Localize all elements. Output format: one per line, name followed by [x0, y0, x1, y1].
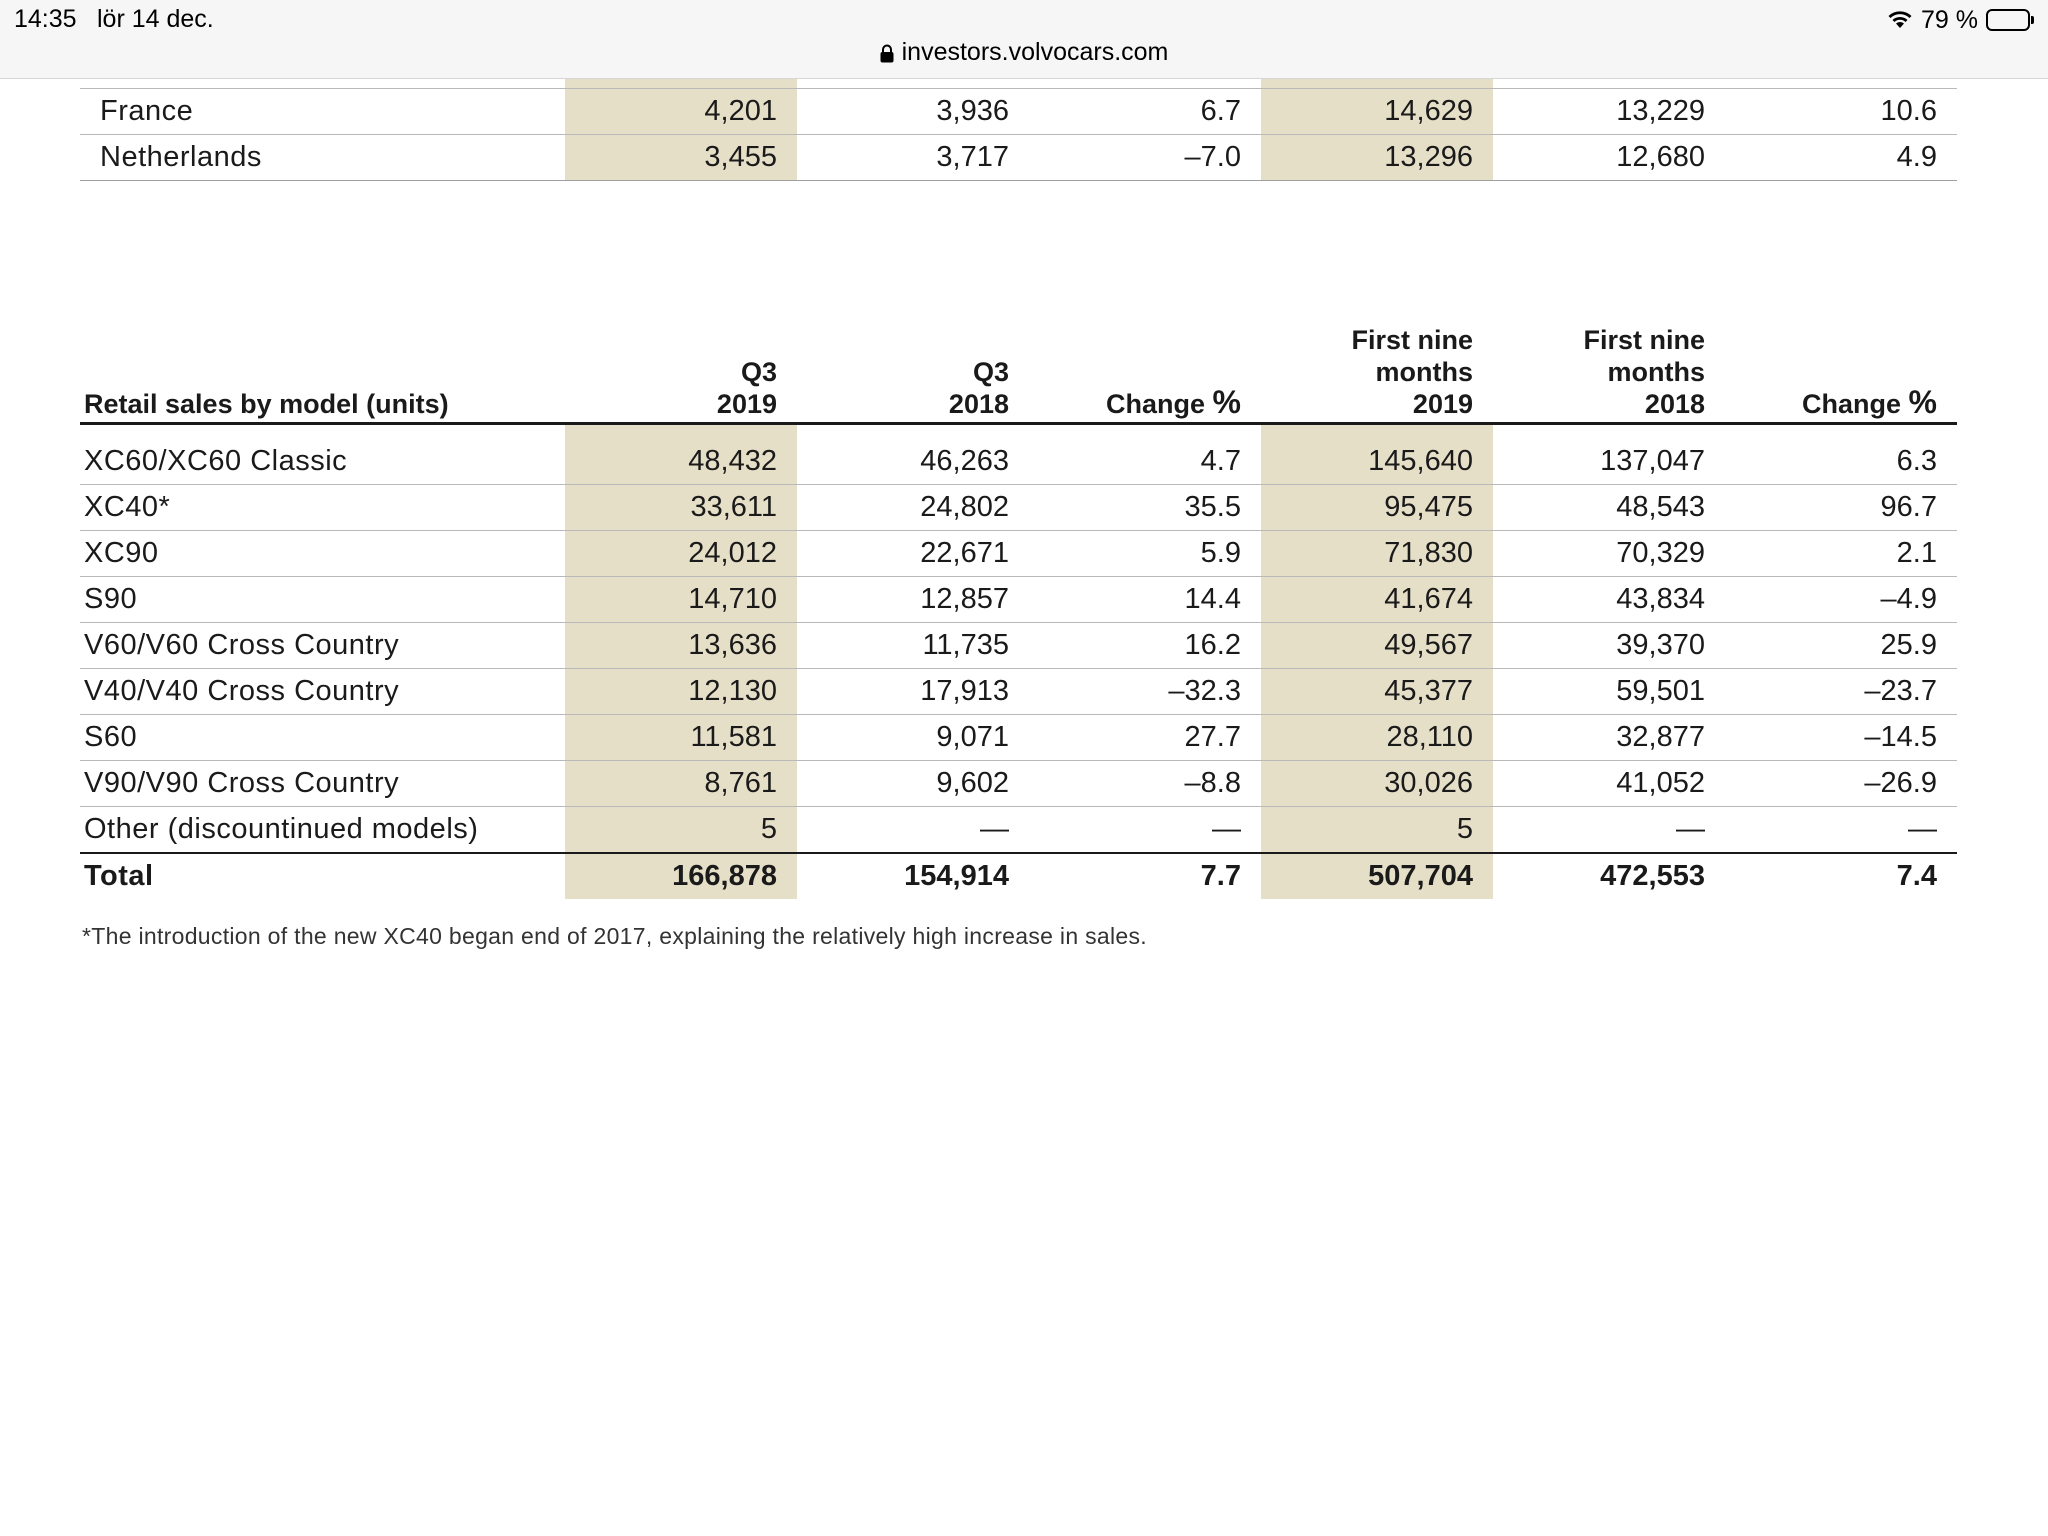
cell-nine-change: 10.6 — [1725, 89, 1957, 135]
table-row — [80, 531, 1957, 577]
cell-nine-change: 96.7 — [1725, 485, 1957, 531]
model-label: Other (discountinued models) — [80, 807, 565, 854]
cell-nine-2019: 14,629 — [1261, 89, 1493, 135]
table-row — [80, 761, 1957, 807]
model-label: XC60/XC60 Classic — [80, 439, 565, 485]
cell-change: 6.7 — [1029, 89, 1261, 135]
model-label: Total — [80, 853, 565, 899]
model-label: S60 — [80, 715, 565, 761]
status-date: lör 14 dec. — [97, 5, 214, 33]
market-sales-table — [80, 79, 1957, 181]
header-q3-2019-line1: Q3 — [740, 356, 777, 387]
cell-q3-2019: 8,761 — [565, 761, 797, 807]
wifi-icon — [1887, 10, 1913, 30]
header-model: Retail sales by model (units) — [80, 310, 565, 423]
cell-nine-2019: 5 — [1261, 807, 1493, 854]
cell-change: –32.3 — [1029, 669, 1261, 715]
table-row — [80, 577, 1957, 623]
model-label: S90 — [80, 577, 565, 623]
model-label: V90/V90 Cross Country — [80, 761, 565, 807]
cell-nine-2018: 59,501 — [1493, 669, 1725, 715]
cell-nine-2018: 472,553 — [1493, 853, 1725, 899]
market-label: Netherlands — [80, 135, 565, 181]
spacer-row — [80, 423, 1957, 439]
cell-q3-2018: 24,802 — [797, 485, 1029, 531]
table-row — [80, 485, 1957, 531]
header-nine-change-percent: % — [1908, 383, 1937, 420]
model-rows — [80, 439, 1957, 899]
page-content — [0, 79, 2048, 1536]
cell-nine-2018: 12,680 — [1493, 135, 1725, 181]
cell-q3-2018: 3,717 — [797, 135, 1029, 181]
cell-nine-2019: 41,674 — [1261, 577, 1493, 623]
cell-change: 27.7 — [1029, 715, 1261, 761]
header-change-text: Change — [1106, 388, 1206, 419]
model-label: XC90 — [80, 531, 565, 577]
cell-q3-2018: 9,602 — [797, 761, 1029, 807]
header-nine-2018-line1: First nine — [1583, 324, 1705, 355]
header-q3-2018-line1: Q3 — [972, 356, 1009, 387]
table-row — [80, 715, 1957, 761]
cell-nine-2018: 48,543 — [1493, 485, 1725, 531]
cell-change: — — [1029, 807, 1261, 854]
cell-q3-2018: 9,071 — [797, 715, 1029, 761]
cell-q3-2018: 22,671 — [797, 531, 1029, 577]
cell-q3-2019: 4,201 — [565, 89, 797, 135]
cell-nine-2019: 30,026 — [1261, 761, 1493, 807]
header-nine-2019-line3: 2019 — [1412, 388, 1473, 419]
header-q3-2018-line2: 2018 — [948, 388, 1009, 419]
cell-nine-2018: 41,052 — [1493, 761, 1725, 807]
header-q3-2019-line2: 2019 — [716, 388, 777, 419]
cell-change: 4.7 — [1029, 439, 1261, 485]
cell-q3-2019: 3,455 — [565, 135, 797, 181]
header-change — [1029, 310, 1261, 423]
cell-q3-2018: 11,735 — [797, 623, 1029, 669]
battery-icon — [1986, 9, 2034, 31]
cell-nine-change: –14.5 — [1725, 715, 1957, 761]
status-time: 14:35 — [14, 5, 77, 33]
retail-sales-by-model-table — [80, 310, 1957, 899]
cell-nine-change: –23.7 — [1725, 669, 1957, 715]
cell-nine-2018: 32,877 — [1493, 715, 1725, 761]
cell-q3-2018: 12,857 — [797, 577, 1029, 623]
cell-change: 35.5 — [1029, 485, 1261, 531]
header-q3-2019 — [565, 310, 797, 423]
model-label: V60/V60 Cross Country — [80, 623, 565, 669]
cell-nine-2019: 507,704 — [1261, 853, 1493, 899]
table-row — [80, 669, 1957, 715]
market-label: France — [80, 89, 565, 135]
cell-nine-2018: 13,229 — [1493, 89, 1725, 135]
status-indicators — [1887, 5, 2034, 35]
cell-q3-2019: 13,636 — [565, 623, 797, 669]
cell-nine-change: 7.4 — [1725, 853, 1957, 899]
table-row — [80, 807, 1957, 854]
cell-nine-change: –4.9 — [1725, 577, 1957, 623]
model-label: XC40* — [80, 485, 565, 531]
cell-nine-change: — — [1725, 807, 1957, 854]
cell-q3-2018: 17,913 — [797, 669, 1029, 715]
model-label: V40/V40 Cross Country — [80, 669, 565, 715]
header-nine-2018-line3: 2018 — [1644, 388, 1705, 419]
cell-nine-2018: 43,834 — [1493, 577, 1725, 623]
table-row — [80, 89, 1957, 135]
cell-q3-2019: 24,012 — [565, 531, 797, 577]
cell-nine-2019: 95,475 — [1261, 485, 1493, 531]
footnote: *The introduction of the new XC40 began end of 2017, explaining the relatively high increase in sales. — [82, 923, 1147, 949]
table-row — [80, 439, 1957, 485]
header-nine-2018-line2: months — [1607, 356, 1705, 387]
cell-nine-change: –26.9 — [1725, 761, 1957, 807]
cell-change: 16.2 — [1029, 623, 1261, 669]
cell-change: 7.7 — [1029, 853, 1261, 899]
browser-status-bar — [0, 0, 2048, 79]
total-row — [80, 853, 1957, 899]
header-nine-change-text: Change — [1802, 388, 1902, 419]
cell-nine-2019: 49,567 — [1261, 623, 1493, 669]
cell-q3-2018: 3,936 — [797, 89, 1029, 135]
cell-nine-change: 4.9 — [1725, 135, 1957, 181]
table-row — [80, 623, 1957, 669]
table-row — [80, 79, 1957, 89]
cell-nine-change: 25.9 — [1725, 623, 1957, 669]
header-nine-2019 — [1261, 310, 1493, 423]
cell-change: 14.4 — [1029, 577, 1261, 623]
cell-q3-2019: 33,611 — [565, 485, 797, 531]
cell-q3-2018: 154,914 — [797, 853, 1029, 899]
cell-q3-2018: 46,263 — [797, 439, 1029, 485]
header-nine-change — [1725, 310, 1957, 423]
cell-change: 5.9 — [1029, 531, 1261, 577]
cell-nine-2018: 70,329 — [1493, 531, 1725, 577]
cell-change: –7.0 — [1029, 135, 1261, 181]
cell-q3-2019: 14,710 — [565, 577, 797, 623]
header-nine-2019-line1: First nine — [1351, 324, 1473, 355]
address-bar[interactable] — [0, 38, 2048, 70]
cell-q3-2019: 48,432 — [565, 439, 797, 485]
header-nine-2018 — [1493, 310, 1725, 423]
table-header-row — [80, 310, 1957, 423]
cell-nine-2018: 137,047 — [1493, 439, 1725, 485]
cell-nine-2019: 71,830 — [1261, 531, 1493, 577]
cell-nine-change: 6.3 — [1725, 439, 1957, 485]
url-text: investors.volvocars.com — [901, 38, 1169, 66]
cell-nine-2018: — — [1493, 807, 1725, 854]
cell-q3-2019: 11,581 — [565, 715, 797, 761]
cell-change: –8.8 — [1029, 761, 1261, 807]
cell-q3-2019: 166,878 — [565, 853, 797, 899]
cell-nine-2019: 145,640 — [1261, 439, 1493, 485]
cell-nine-2019: 45,377 — [1261, 669, 1493, 715]
table-row — [80, 135, 1957, 181]
header-change-percent: % — [1212, 383, 1241, 420]
cell-nine-2019: 28,110 — [1261, 715, 1493, 761]
cell-nine-2018: 39,370 — [1493, 623, 1725, 669]
cell-nine-2019: 13,296 — [1261, 135, 1493, 181]
header-q3-2018 — [797, 310, 1029, 423]
cell-q3-2018: — — [797, 807, 1029, 854]
cell-q3-2019: 12,130 — [565, 669, 797, 715]
header-nine-2019-line2: months — [1375, 356, 1473, 387]
lock-icon — [880, 41, 894, 70]
battery-percent: 79 % — [1921, 5, 1978, 34]
cell-nine-change: 2.1 — [1725, 531, 1957, 577]
cell-q3-2019: 5 — [565, 807, 797, 854]
